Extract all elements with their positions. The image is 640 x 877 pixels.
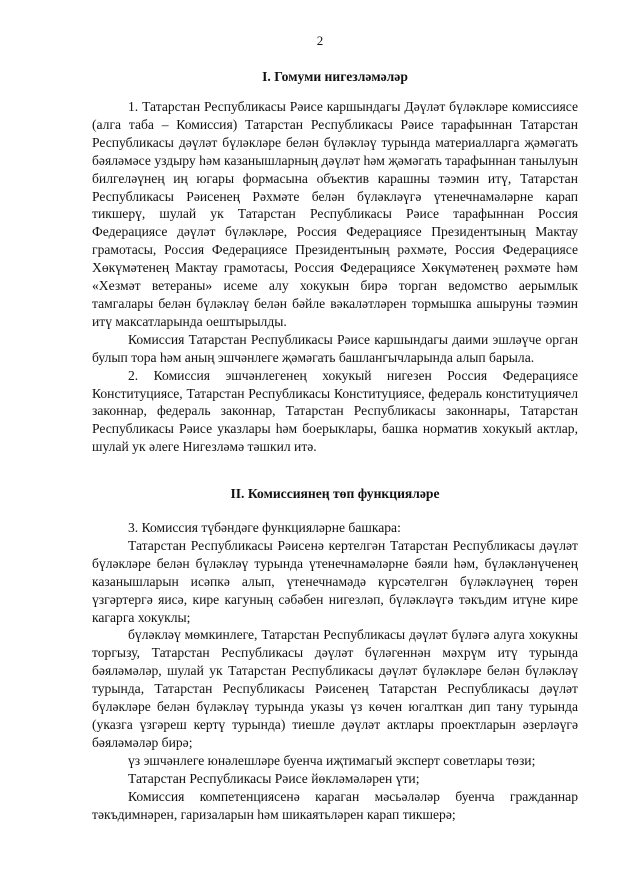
paragraph: Комиссия компетенциясенә караган мәсьәләләр буенча гражданнар тәкъдимнәрен, гаризаларын һәм шикаятьләрен карап тикшерә; bbox=[92, 788, 578, 822]
paragraph: үз эшчәнлеге юнәлешләре буенча иҗтимагый эксперт советлары төзи; bbox=[128, 752, 536, 768]
paragraph: Татарстан Республикасы Рәисе йөкләмәләрен үти; bbox=[128, 770, 420, 786]
paragraph: 3. Комиссия түбәндәге функцияләрне башкара: bbox=[128, 520, 401, 535]
page-number: 2 bbox=[316, 33, 324, 48]
paragraph: Комиссия Татарстан Республикасы Рәисе каршындагы даими эшләүче орган булып тора һәм аның эшчәнлеге җәмәгать башлангычларында алып барыла. bbox=[92, 331, 578, 365]
section-heading-general: I. Гомуми нигезләмәләр bbox=[262, 69, 408, 84]
section-heading-functions: II. Комиссиянең төп функцияләре bbox=[230, 486, 440, 501]
paragraph: 1. Татарстан Республикасы Рәисе каршындагы Дәүләт бүләкләре комиссиясе (алга таба – Комиссия) Татарстан Республикасы Рәисе тарафыннан Татарстан Республикасы дәүләт бүләкләре белән бүләкләү турында материалларга җәмәгать бәяләмәсе уздыру һәм казанышларның дәүләт һәм җәмәгать тарафыннан танылуын билгеләүнең иң югары формасына объектив карашны тәэмин итү, Татарстан Республикасы Рәисенең Рәхмәте белән бүләкләүгә үтенечнамәләрне карап тикшерү, шулай ук Татарстан Республикасы Рәисе тарафыннан Россия Федерациясе дәүләт бүләкләре, Россия Федерациясе Президентының Мактау грамотасы, Россия Федерациясе Президентының рәхмәте, Россия Федерациясе Хөкүмәтенең Мактау грамотасы, Россия Федерациясе Хөкүмәтенең рәхмәте һәм «Хезмәт ветераны» исеме алу хокукын бирә торган ведомство аерымлык тамгалары белән бүләкләү белән бәйле вәкаләтләрен тормышка ашыруны тәэмин итү максатларында оештырылды. bbox=[92, 99, 578, 329]
paragraph: бүләкләү мөмкинлеге, Татарстан Республикасы дәүләт бүләгә алуга хокукны торгызу, Татарстан Республикасы дәүләт бүләгеннән мәхрүм итү турында бәяләмәләр, шулай ук Татарстан Республикасы дәүләт бүләкләре белән бүләкләү турында, Татарстан Республикасы Рәисенең Татарстан Республикасы дәүләт бүләкләре белән бүләкләү турында указы үз көчен югалткан дип тану турында (указга үзгәреш кертү турында) тиешле дәүләт актлары проектларын әзерләүгә бәяләмәләр бирә; bbox=[92, 627, 578, 750]
section-general-body bbox=[92, 98, 578, 456]
paragraph: Татарстан Республикасы Рәисенә кертелгән Татарстан Республикасы дәүләт бүләкләре белән бүләкләү турында үтенечнамәләрне бәяли һәм, бүләкләнүченең казанышларын исәпкә алып, үтенечнамәдә күрсәтелгән бүләкләүнең төрен үзгәртергә яисә, кире кагуның сәбәбен нигезләп, бүләкләүгә тәкъдим итүне кире кагарга хокуклы; bbox=[92, 537, 578, 625]
section-functions-body bbox=[92, 519, 578, 823]
paragraph: 2. Комиссия эшчәнлегенең хокукый нигезен Россия Федерациясе Конституциясе, Татарстан Республикасы Конституциясе, федераль конституциячел законнар, федераль законнар, Татарстан Республикасы законнары, Татарстан Республикасы Рәисе указлары һәм боерыклары, башка норматив хокукый актлар, шулай ук әлеге Нигезләмә тәшкил итә. bbox=[92, 367, 578, 455]
